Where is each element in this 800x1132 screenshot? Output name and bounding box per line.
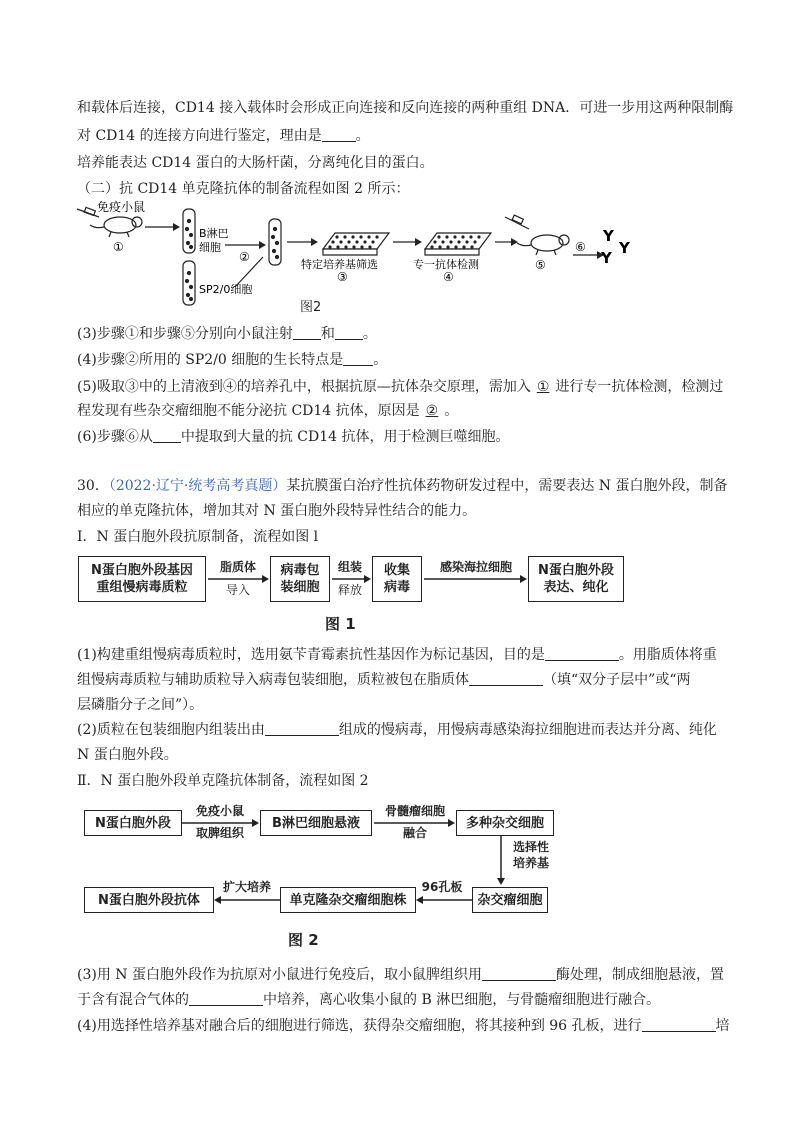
culture-plate-icon	[323, 233, 389, 255]
step-marker: ②	[239, 250, 250, 264]
arrow-label: 96孔板	[421, 880, 463, 894]
paragraph-line: 培养能表达 CD14 蛋白的大肠杆菌，分离纯化目的蛋白。	[77, 155, 434, 171]
flow-box: B淋巴细胞悬液	[260, 810, 372, 836]
culture-plate-icon	[425, 233, 491, 255]
flow-box: 杂交瘤细胞	[472, 887, 548, 913]
flow-box: 病毒包 装细胞	[270, 556, 330, 602]
antibody-flow-figure	[78, 800, 578, 920]
question-header: 30．（2022·辽宁·统考高考真题）某抗膜蛋白治疗性抗体药物研发过程中，需要表达 N 蛋白胞外段，制备	[77, 478, 728, 494]
plate-label: 特定培养基筛选	[301, 258, 378, 271]
answer-blank[interactable]	[322, 127, 356, 142]
answer-blank[interactable]	[335, 325, 363, 340]
question-line: (1)构建重组慢病毒质粒时，选用氨苄青霉素抗性基因作为标记基因，目的是 。用脂质体将重	[77, 647, 717, 663]
question-line: 层磷脂分子之间”）。	[77, 697, 204, 713]
arrow-icon	[214, 895, 280, 905]
sp2-tube-icon	[183, 261, 195, 305]
arrow-label: 扩大培养	[222, 880, 271, 894]
arrow-label: 组装	[337, 560, 362, 574]
arrow-icon	[208, 574, 270, 584]
mouse-label: 免疫小鼠	[97, 200, 146, 214]
arrow-label: 脂质体	[219, 560, 256, 574]
question-line: 相应的单克隆抗体，增加其对 N 蛋白胞外段特异性结合的能力。	[77, 503, 477, 519]
monoclonal-flow-figure	[75, 197, 645, 312]
flow-box: 收集 病毒	[372, 556, 422, 602]
answer-blank[interactable]	[265, 721, 339, 736]
flow-box: 单克隆杂交瘤细胞株	[280, 887, 416, 913]
question-line: (5)吸取③中的上清液到④的培养孔中，根据抗原—抗体杂交原理，需加入 ① 进行专一抗体检测，检测过	[77, 379, 724, 395]
answer-blank[interactable]	[189, 991, 263, 1006]
flow-box: N蛋白胞外段 表达、纯化	[528, 556, 624, 602]
flow-box: N蛋白胞外段	[84, 810, 182, 836]
b-cell-tube-icon	[183, 209, 195, 253]
answer-blank[interactable]	[153, 428, 181, 443]
question-line: (6)步骤⑥从 中提取到大量的抗 CD14 抗体，用于检测巨噬细胞。	[77, 429, 510, 445]
step-marker: ⑥	[575, 240, 586, 254]
question-line: 于含有混合气体的 中培养，离心收集小鼠的 B 淋巴细胞，与骨髓瘤细胞进行融合。	[77, 992, 661, 1008]
section-heading: Ⅰ．N 蛋白胞外段抗原制备，流程如图 l	[77, 529, 319, 545]
flow-box: 多种杂交细胞	[456, 810, 554, 836]
antibody-icon: Y	[601, 249, 612, 267]
arrow-icon	[496, 836, 506, 886]
arrow-label: 融合	[402, 826, 427, 840]
answer-blank[interactable]	[482, 966, 556, 981]
arrow-label: 导入	[225, 583, 250, 597]
mixed-tube-icon	[269, 219, 281, 265]
arrow-label: 骨髓瘤细胞	[384, 804, 445, 818]
question-source-link[interactable]: （2022·辽宁·统考高考真题）	[108, 478, 287, 494]
paragraph-line: 对 CD14 的连接方向进行鉴定，理由是 。	[77, 128, 370, 144]
b-cell-label: 细胞	[199, 241, 221, 254]
arrow-icon	[182, 818, 260, 828]
step-marker: ③	[337, 270, 348, 284]
figure-caption: 图 2	[288, 931, 319, 949]
question-line: (3)步骤①和步骤⑤分别向小鼠注射 和 。	[77, 326, 377, 342]
section-heading: Ⅱ．N 蛋白胞外段单克隆抗体制备，流程如图 2	[77, 773, 369, 789]
arrow-label: 释放	[337, 583, 362, 597]
step-marker: ⑤	[535, 258, 546, 272]
figure-caption: 图 1	[325, 615, 356, 633]
antigen-flow-figure	[78, 556, 638, 606]
flow-box: N蛋白胞外段抗体	[84, 887, 214, 913]
sp2-label: SP2/0细胞	[199, 283, 253, 296]
mouse-icon	[505, 215, 569, 255]
step-marker: ①	[113, 240, 124, 254]
arrow-label: 免疫小鼠	[195, 804, 244, 818]
arrow-label: 取脾组织	[195, 826, 244, 840]
question-line: 程发现有些杂交瘤细胞不能分泌抗 CD14 抗体，原因是 ② 。	[77, 403, 459, 419]
answer-blank[interactable]: ②	[425, 403, 439, 419]
arrow-icon	[374, 818, 456, 828]
question-line: (2)质粒在包装细胞内组装出由 组成的慢病毒，用慢病毒感染海拉细胞进而表达并分离、纯化	[77, 722, 717, 738]
flow-drawing	[75, 197, 645, 312]
antibody-icon: Y	[619, 239, 630, 257]
answer-blank[interactable]: ①	[536, 379, 550, 395]
step-marker: ④	[443, 270, 454, 284]
arrow-icon	[416, 895, 472, 905]
paragraph-line: （二）抗 CD14 单克隆抗体的制备流程如图 2 所示：	[77, 181, 410, 197]
question-line: (3)用 N 蛋白胞外段作为抗原对小鼠进行免疫后，取小鼠脾组织用 酶处理，制成细胞悬液，置	[77, 967, 724, 983]
b-cell-label: B淋巴	[199, 227, 229, 240]
plate-label: 专一抗体检测	[413, 258, 479, 271]
answer-blank[interactable]	[293, 325, 321, 340]
antibody-icon: Y	[603, 227, 614, 245]
paragraph-line: 和载体后连接，CD14 接入载体时会形成正向连接和反向连接的两种重组 DNA．可进一步用这两种限制酶	[77, 100, 734, 116]
arrow-label: 培养基	[512, 856, 549, 870]
arrow-label: 感染海拉细胞	[439, 560, 512, 574]
arrow-label: 选择性	[512, 840, 549, 854]
question-line: (4)步骤②所用的 SP2/0 细胞的生长特点是 。	[77, 352, 388, 368]
arrow-icon	[424, 574, 528, 584]
answer-blank[interactable]	[642, 1017, 716, 1032]
question-line: N 蛋白胞外段。	[77, 747, 178, 763]
flow-box: N蛋白胞外段基因 重组慢病毒质粒	[78, 556, 206, 602]
question-line: (4)用选择性培养基对融合后的细胞进行筛选，获得杂交瘤细胞，将其接种到 96 孔板，进行 培	[77, 1018, 730, 1034]
answer-blank[interactable]	[469, 671, 543, 686]
answer-blank[interactable]	[343, 351, 373, 366]
question-line: 组慢病毒质粒与辅助质粒导入病毒包装细胞，质粒被包在脂质体 （填“双分子层中”或“两	[77, 672, 691, 688]
arrow-icon	[332, 574, 372, 584]
figure-caption: 图2	[300, 300, 322, 315]
answer-blank[interactable]	[545, 646, 619, 661]
